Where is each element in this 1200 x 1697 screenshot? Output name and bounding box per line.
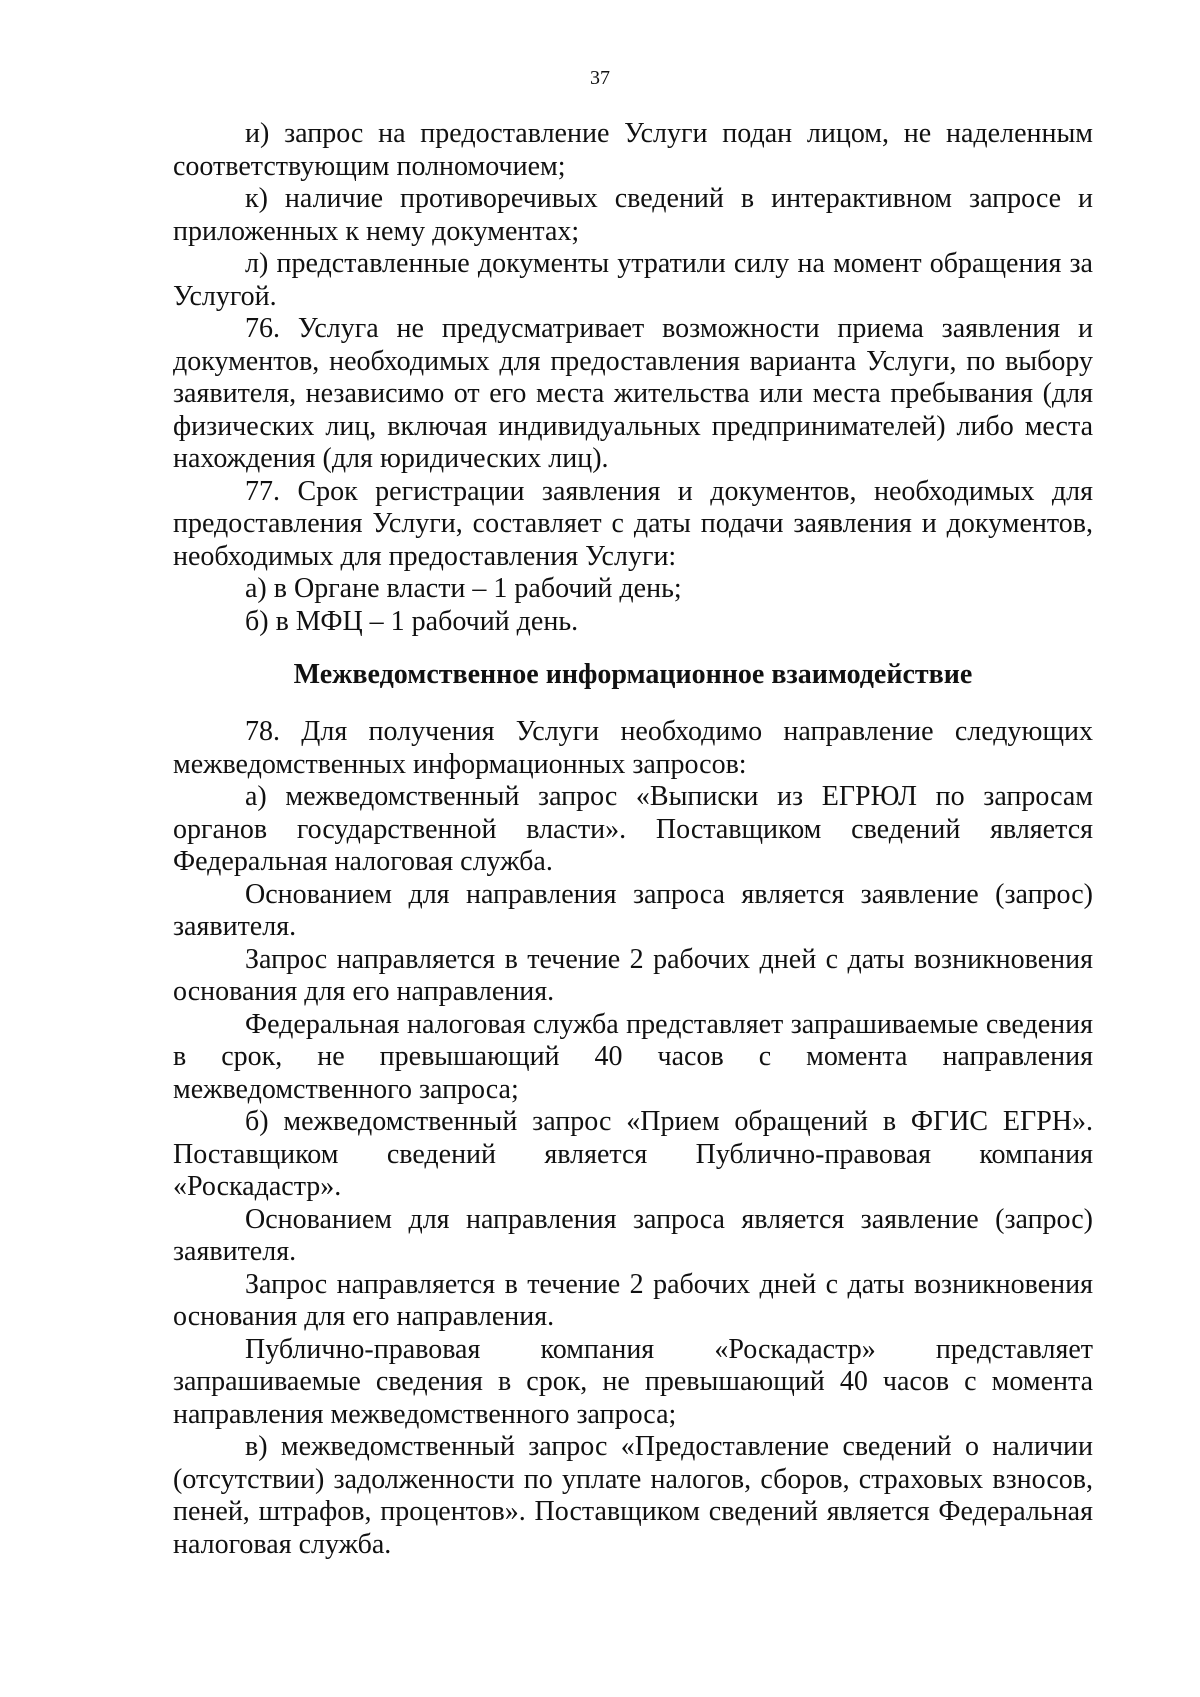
paragraph-78-v: в) межведомственный запрос «Предоставление сведений о наличии (отсутствии) задолженности по уплате налогов, сборов, страховых взносов, пеней, штрафов, процентов». Поставщиком сведений является Федеральная налоговая служба. [173,1431,1093,1560]
paragraph-78-b: б) межведомственный запрос «Прием обращений в ФГИС ЕГРН». Поставщиком сведений является Публично-правовая компания «Роскадастр». [173,1106,1093,1202]
paragraph-77-b: б) в МФЦ – 1 рабочий день. [245,605,579,637]
section-refusal-grounds [173,118,1093,638]
paragraph-roskadastr-response: Публично-правовая компания «Роскадастр» представляет запрашиваемые сведения в срок, не превышающий 40 часов с момента направления межведомственного запроса; [173,1333,1093,1430]
paragraph-77: 77. Срок регистрации заявления и документов, необходимых для предоставления Услуги, составляет с даты подачи заявления и документов, необходимых для предоставления Услуги: [173,475,1093,572]
paragraph-basis-2: Основанием для направления запроса является заявление (запрос) заявителя. [173,1203,1093,1267]
paragraph-77-a: а) в Органе власти – 1 рабочий день; [245,573,682,604]
section-interagency [173,716,1093,1561]
paragraph-k: к) наличие противоречивых сведений в интерактивном запросе и приложенных к нему документах; [173,183,1093,247]
paragraph-78: 78. Для получения Услуги необходимо направление следующих межведомственных информационных запросов: [173,716,1093,780]
paragraph-timing-2: Запрос направляется в течение 2 рабочих дней с даты возникновения основания для его направления. [173,1268,1093,1332]
paragraph-basis-1: Основанием для направления запроса является заявление (запрос) заявителя. [173,878,1093,942]
paragraph-i: и) запрос на предоставление Услуги подан лицом, не наделенным соответствующим полномочием; [173,118,1093,182]
paragraph-fns-response: Федеральная налоговая служба представляет запрашиваемые сведения в срок, не превышающий 40 часов с момента направления межведомственного запроса; [173,1008,1093,1105]
section-heading: Межведомственное информационное взаимодействие [293,659,973,690]
paragraph-78-a: а) межведомственный запрос «Выписки из ЕГРЮЛ по запросам органов государственной власти». Поставщиком сведений является Федеральная налоговая служба. [173,781,1093,877]
page-number: 37 [590,67,610,89]
paragraph-timing-1: Запрос направляется в течение 2 рабочих дней с даты возникновения основания для его направления. [173,943,1093,1007]
paragraph-76: 76. Услуга не предусматривает возможности приема заявления и документов, необходимых для предоставления варианта Услуги, по выбору заявителя, независимо от его места жительства или места пребывания (для физических лиц, включая индивидуальных предпринимателей) либо места нахождения (для юридических лиц). [173,313,1093,474]
paragraph-l: л) представленные документы утратили силу на момент обращения за Услугой. [173,248,1093,312]
document-body [173,118,1093,1561]
